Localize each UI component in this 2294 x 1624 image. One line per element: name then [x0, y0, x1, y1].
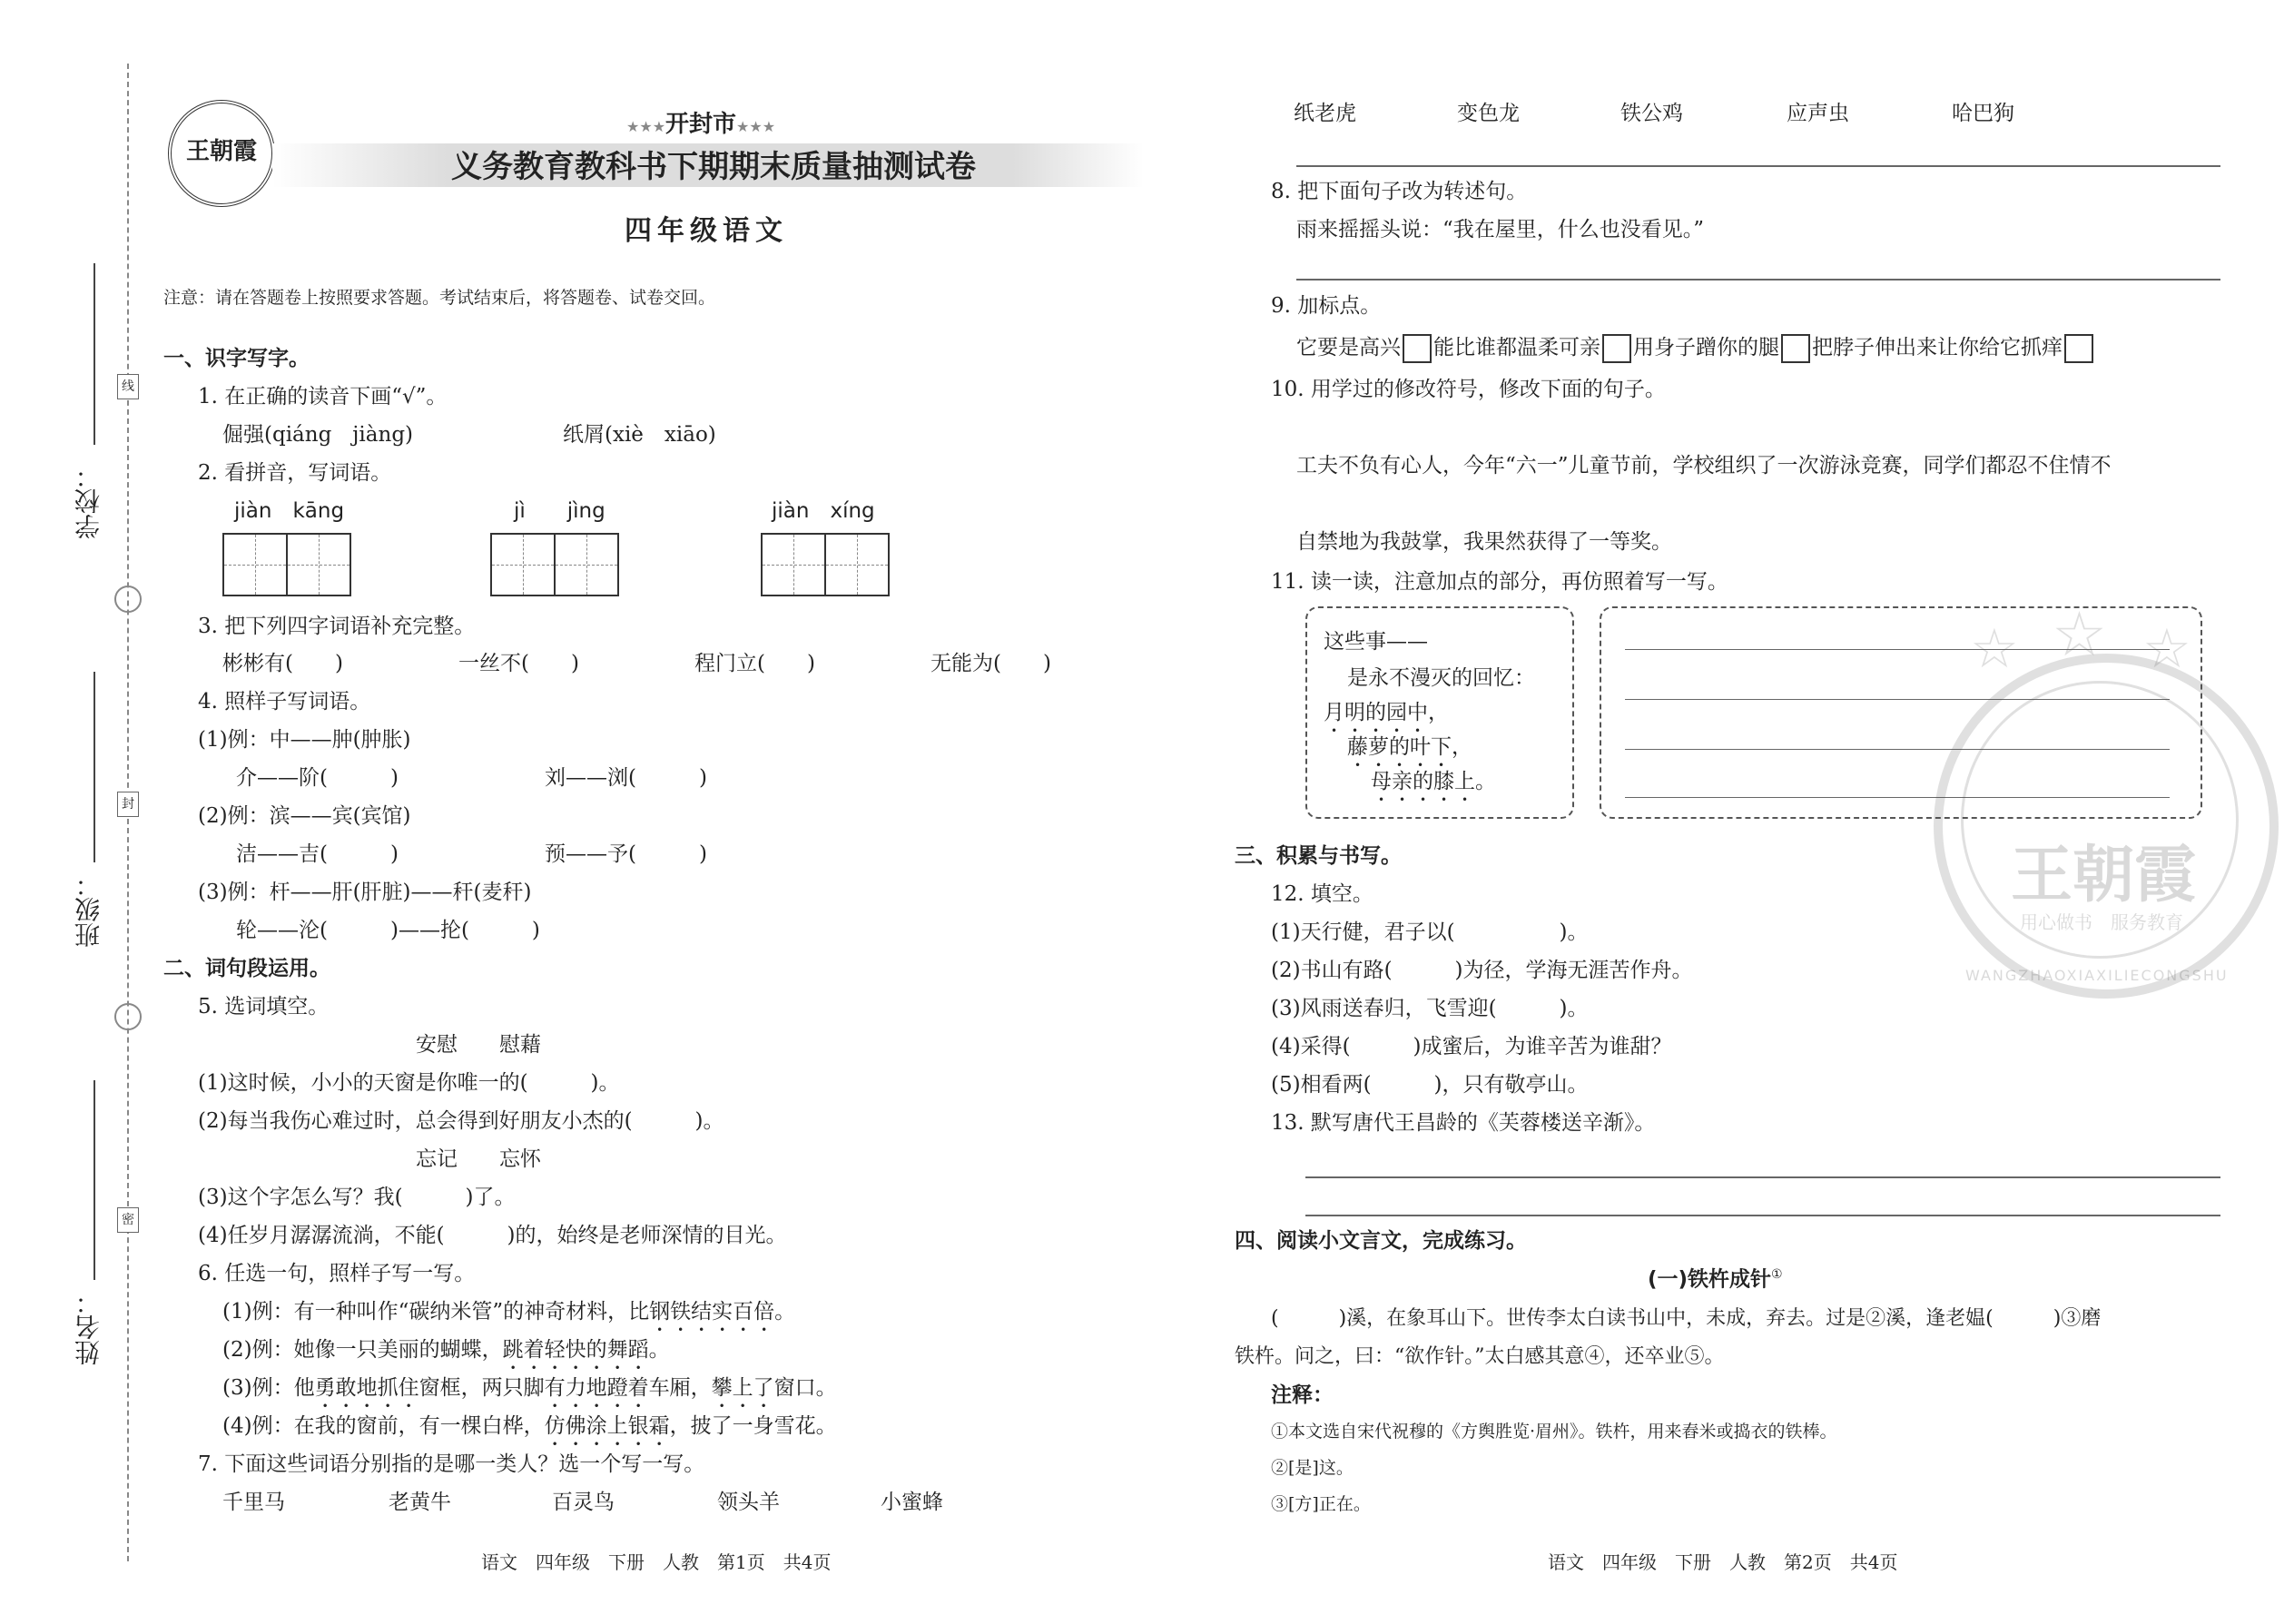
q5-item[interactable]: (1)这时候，小小的天窗是你唯一的( )。 [198, 1071, 620, 1095]
q12-prompt: 12. 填空。 [1271, 882, 1373, 906]
brand-logo: 王朝霞 [168, 100, 275, 207]
q6-example-4[interactable]: (4)例：在我的窗前，有一棵白桦，仿佛涂上银霜，披了一身雪花。 [222, 1414, 837, 1438]
section-1-heading: 一、识字写字。 [163, 347, 310, 370]
class-field[interactable] [94, 672, 95, 862]
name-label: 姓名： [74, 1289, 103, 1365]
seal-mark-seal: 封 [117, 792, 139, 817]
q7-word: 纸老虎 [1294, 102, 1356, 125]
footer-page-2: 语文 四年级 下册 人教 第2页 共4页 [1548, 1551, 1898, 1573]
passage-title: (一)铁杵成针① [1648, 1267, 1783, 1292]
q1-item-b[interactable]: 纸屑(xiè xiāo) [563, 423, 716, 447]
q6-example-2[interactable]: (2)例：她像一只美丽的蝴蝶，跳着轻快的舞蹈。 [222, 1338, 670, 1362]
q7-word: 千里马 [222, 1491, 285, 1514]
hole-mark-icon [114, 1003, 142, 1030]
q5-word-choices-b: 忘记 忘怀 [416, 1147, 541, 1171]
passage-line-1[interactable]: ( )溪，在象耳山下。世传李太白读书山中，未成，弃去。过是②溪，逢老媪( )③磨 [1271, 1307, 2102, 1330]
q4-item[interactable]: 洁——吉( ) [236, 842, 399, 866]
q7-word: 领头羊 [717, 1491, 780, 1514]
q6-example-1[interactable]: (1)例：有一种叫作“碳纳米管”的神奇材料，比钢铁结实百倍。 [222, 1300, 796, 1324]
q8-prompt: 8. 把下面句子改为转述句。 [1271, 180, 1528, 203]
hole-mark-icon [114, 586, 142, 613]
q2-prompt: 2. 看拼音，写词语。 [198, 461, 392, 485]
q9-prompt: 9. 加标点。 [1271, 294, 1382, 318]
punct-box[interactable] [2064, 334, 2093, 363]
watermark-name: 王朝霞 [2011, 840, 2197, 911]
q10-line-2[interactable]: 自禁地为我鼓掌，我果然获得了一等奖。 [1296, 530, 1672, 554]
q12-item[interactable]: (5)相看两( )，只有敬亭山。 [1271, 1073, 1589, 1097]
watermark-slogan: 用心做书 服务教育 [2020, 911, 2183, 933]
poem-line: 月明的园中， [1324, 701, 1449, 724]
exam-notice: 注意：请在答题卷上按照要求答题。考试结束后，将答题卷、试卷交回。 [163, 288, 716, 308]
q3-item[interactable]: 无能为( ) [930, 652, 1051, 675]
q3-item[interactable]: 程门立( ) [694, 652, 815, 675]
school-field[interactable] [94, 263, 95, 445]
exam-title: 义务教育教科书下期期末质量抽测试卷 [451, 149, 976, 185]
q2-grid-3[interactable] [761, 533, 888, 596]
q3-prompt: 3. 把下列四字词语补充完整。 [198, 615, 476, 638]
q5-item[interactable]: (4)任岁月潺潺流淌，不能( )的，始终是老师深情的目光。 [198, 1224, 787, 1247]
name-field[interactable] [94, 1080, 95, 1280]
school-label: 学校： [74, 463, 103, 539]
seal-mark-line: 线 [117, 374, 139, 399]
q12-item[interactable]: (3)风雨送春归，飞雪迎( )。 [1271, 997, 1589, 1020]
class-label: 班级： [74, 871, 103, 948]
star-icon: ☆ [2052, 599, 2107, 671]
q8-answer-line[interactable] [1296, 279, 2220, 281]
q9-sentence[interactable]: 它要是高兴 能比谁都温柔可亲 用身子蹭你的腿 把脖子伸出来让你给它抓痒 [1296, 334, 2095, 363]
q12-item[interactable]: (2)书山有路( )为径，学海无涯苦作舟。 [1271, 959, 1693, 982]
q10-line-1[interactable]: 工夫不负有心人，今年“六一”儿童节前，学校组织了一次游泳竞赛，同学们都忍不住情不 [1296, 454, 2112, 477]
note-2: ②[是]这。 [1271, 1458, 1354, 1478]
q4-item[interactable]: 介——阶( ) [236, 766, 399, 790]
q4-item[interactable]: 轮——沦( )——抡( ) [236, 919, 540, 942]
q7-word: 老黄牛 [389, 1491, 451, 1514]
punct-box[interactable] [1602, 334, 1631, 363]
q2-pinyin-2: jì jìng [514, 499, 605, 523]
q3-item[interactable]: 一丝不( ) [458, 652, 579, 675]
note-1: ①本文选自宋代祝穆的《方舆胜览·眉州》。铁杵，用来舂米或捣衣的铁棒。 [1271, 1422, 1837, 1442]
star-icon: ☆ [2142, 617, 2191, 681]
q7-word: 百灵鸟 [552, 1491, 615, 1514]
q5-item[interactable]: (2)每当我伤心难过时，总会得到好朋友小杰的( )。 [198, 1109, 724, 1133]
q5-word-choices-a: 安慰 慰藉 [416, 1033, 541, 1057]
q2-pinyin-3: jiàn xíng [772, 499, 875, 523]
q7-prompt: 7. 下面这些词语分别指的是哪一类人？选一个写一写。 [198, 1452, 705, 1476]
q5-prompt: 5. 选词填空。 [198, 995, 330, 1019]
q11-prompt: 11. 读一读，注意加点的部分，再仿照着写一写。 [1271, 570, 1728, 594]
exam-subtitle: 四年级语文 [625, 215, 788, 247]
notes-label: 注释： [1271, 1383, 1334, 1407]
q1-prompt: 1. 在正确的读音下画“√”。 [198, 385, 448, 408]
q4-item[interactable]: 刘——浏( ) [545, 766, 707, 790]
q10-prompt: 10. 用学过的修改符号，修改下面的句子。 [1271, 378, 1666, 401]
section-4-heading: 四、阅读小文言文，完成练习。 [1235, 1229, 1527, 1253]
punct-box[interactable] [1403, 334, 1432, 363]
q13-answer-line[interactable] [1305, 1215, 2220, 1216]
q7-word: 铁公鸡 [1620, 102, 1683, 125]
q4-example-1: (1)例：中——肿(肿胀) [198, 728, 411, 752]
watermark-ring-text: WANGZHAOXIAXILIECONGSHU [1965, 967, 2229, 984]
q4-example-3: (3)例：杆——肝(肝脏)——秆(麦秆) [198, 881, 532, 904]
q7-answer-line[interactable] [1296, 165, 2220, 167]
header-city: ★★★开封市★★★ [626, 111, 776, 138]
q4-item[interactable]: 预——予( ) [545, 842, 707, 866]
poem-line: 这些事—— [1324, 630, 1428, 654]
q6-prompt: 6. 任选一句，照样子写一写。 [198, 1262, 476, 1285]
q7-word: 应声虫 [1787, 102, 1849, 125]
note-3: ③[方]正在。 [1271, 1494, 1371, 1514]
section-3-heading: 三、积累与书写。 [1235, 844, 1402, 868]
q5-item[interactable]: (3)这个字怎么写？我( )了。 [198, 1186, 516, 1209]
q12-item[interactable]: (4)采得( )成蜜后，为谁辛苦为谁甜？ [1271, 1035, 1672, 1058]
poem-line: 是永不漫灭的回忆： [1347, 666, 1535, 690]
q2-pinyin-1: jiàn kāng [234, 499, 345, 523]
seal-mark-close: 密 [117, 1207, 139, 1233]
q2-grid-2[interactable] [490, 533, 617, 596]
poem-line: 藤萝的叶下， [1347, 735, 1472, 759]
star-icon: ☆ [1970, 617, 2019, 681]
q12-item[interactable]: (1)天行健，君子以( )。 [1271, 920, 1589, 944]
q7-word: 变色龙 [1457, 102, 1520, 125]
q13-answer-line[interactable] [1305, 1176, 2220, 1178]
q1-item-a[interactable]: 倔强(qiáng jiàng) [222, 423, 414, 447]
q7-word: 小蜜蜂 [881, 1491, 943, 1514]
q13-prompt: 13. 默写唐代王昌龄的《芙蓉楼送辛渐》。 [1271, 1111, 1656, 1135]
section-2-heading: 二、词句段运用。 [163, 957, 330, 980]
q3-item[interactable]: 彬彬有( ) [222, 652, 343, 675]
punct-box[interactable] [1781, 334, 1810, 363]
footer-page-1: 语文 四年级 下册 人教 第1页 共4页 [481, 1551, 832, 1573]
q8-sentence: 雨来摇摇头说：“我在屋里，什么也没看见。” [1296, 218, 1705, 241]
q4-prompt: 4. 照样子写词语。 [198, 690, 371, 714]
q4-example-2: (2)例：滨——宾(宾馆) [198, 804, 411, 828]
q6-example-3[interactable]: (3)例：他勇敢地抓住窗框，两只脚有力地蹬着车厢，攀上了窗口。 [222, 1376, 837, 1400]
poem-line: 母亲的膝上。 [1371, 770, 1496, 793]
passage-line-2: 铁杵。问之，曰：“欲作针。”太白感其意④，还卒业⑤。 [1235, 1345, 1725, 1368]
q7-word: 哈巴狗 [1952, 102, 2014, 125]
q2-grid-1[interactable] [222, 533, 350, 596]
